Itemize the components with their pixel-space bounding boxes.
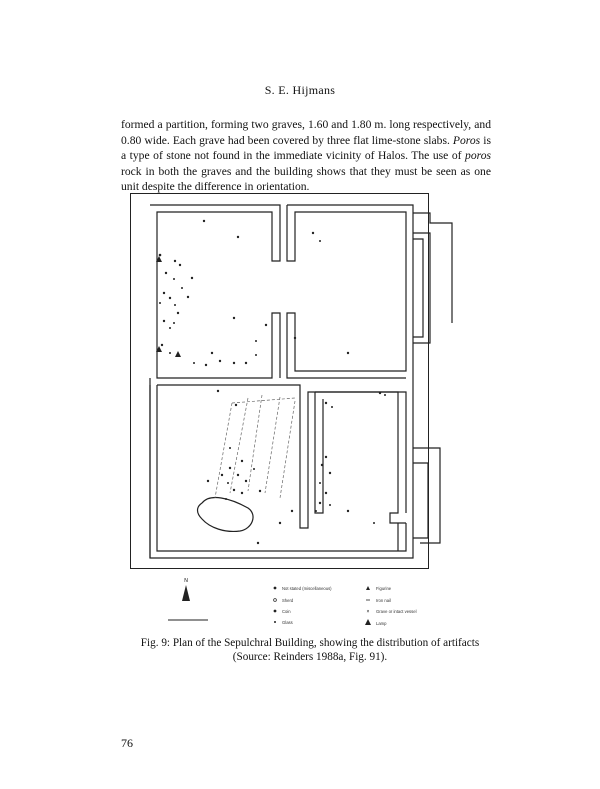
legend-label-nail: Iron nail — [376, 598, 391, 603]
plan-legend — [168, 578, 417, 626]
legend-symbol-grave-icon: × — [366, 609, 370, 615]
north-arrow-icon — [182, 585, 190, 601]
artifact-marks — [156, 220, 386, 544]
building-plan — [130, 193, 460, 628]
para-text-1: formed a partition, forming two graves, 1.60 and 1.80 m. long respectively, and 0.80 wide. Each grave had been covered by three flat lime-stone slabs. — [121, 118, 491, 147]
legend-symbol-sherd-icon — [274, 599, 277, 602]
para-text-3: rock in both the graves and the building shows that they must be seen as one unit despite the difference in orientation. — [121, 164, 491, 193]
body-paragraph — [121, 117, 491, 195]
legend-label-sherd: Sherd — [282, 598, 294, 603]
running-header: S. E. Hijmans — [264, 83, 336, 97]
legend-label-not-stated: Not stated (miscellaneous) — [282, 586, 332, 591]
figure-caption — [120, 636, 500, 664]
legend-label-glass: Glass — [282, 620, 293, 625]
legend-symbol-figurine-icon — [366, 586, 370, 590]
page-number: 76 — [121, 736, 133, 750]
para-italic-poros: Poros — [452, 133, 481, 147]
legend-label-lamp: Lamp — [376, 621, 387, 626]
grave-dashed-lines — [215, 395, 295, 498]
building-walls — [150, 205, 452, 558]
north-label: N — [184, 578, 188, 584]
legend-label-coin: Coin — [282, 609, 291, 614]
caption-line-1: Fig. 9: Plan of the Sepulchral Building, showing the distribution of artifacts — [140, 637, 480, 649]
para-text-2: is a type of stone not found in the immediate vicinity of Halos. The use of — [121, 133, 491, 162]
legend-label-figurine: Figurine — [376, 586, 392, 591]
legend-symbol-glass-icon — [274, 621, 276, 623]
para-italic-poros-2: poros — [465, 149, 491, 162]
legend-symbol-lamp-icon — [365, 619, 371, 625]
legend-symbol-not-stated-icon — [274, 587, 277, 590]
legend-symbol-coin-icon — [274, 610, 277, 613]
legend-label-grave: Grave or intact vessel — [376, 609, 417, 614]
building-plan-figure — [130, 193, 460, 628]
caption-line-2: (Source: Reinders 1988a, Fig. 91). — [232, 651, 388, 663]
grave-slab-outline — [198, 498, 254, 532]
